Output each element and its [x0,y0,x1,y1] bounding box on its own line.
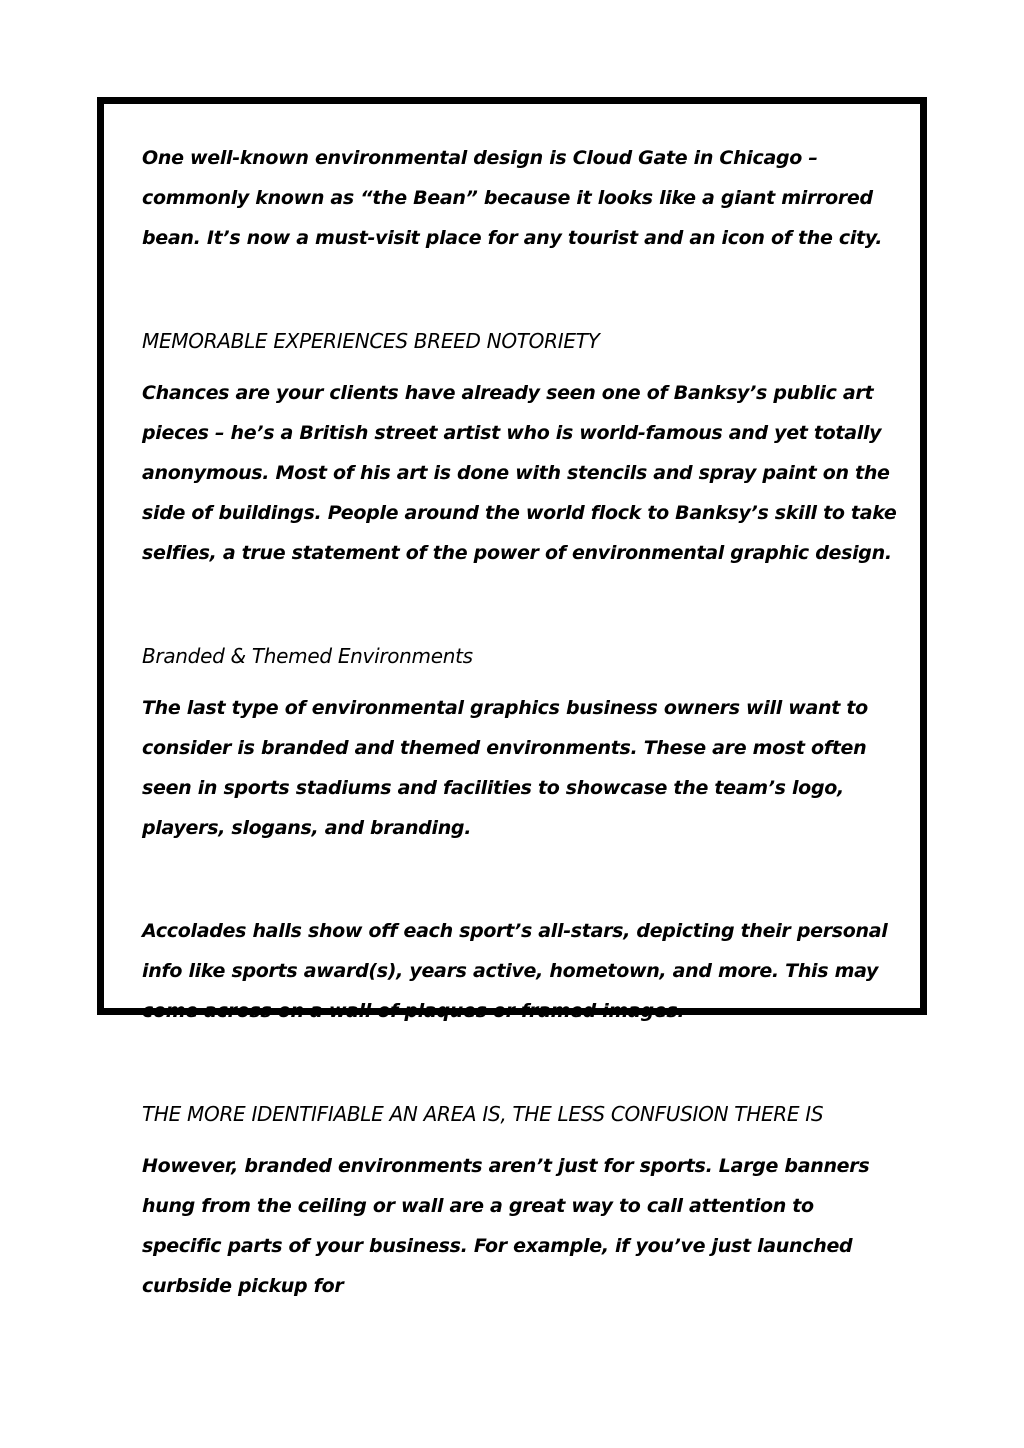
paragraph-accolades-halls: Accolades halls show off each sport’s all-stars, depicting their personal info like sports award(s), years active, hometown, and more. This may come across on a wall of plaques or framed images. [142,920,894,1022]
heading-branded-themed: Branded & Themed Environments [142,644,473,668]
heading-memorable-experiences: MEMORABLE EXPERIENCES BREED NOTORIETY [142,329,600,353]
paragraph-cloud-gate: One well-known environmental design is Cloud Gate in Chicago – commonly known as “the Bean” because it looks like a giant mirrored bean. It’s now a must-visit place for any tourist and an icon of the city. [142,147,883,249]
page-frame [97,97,927,1297]
document-body [142,138,903,1306]
paragraph-banners: However, branded environments aren’t just for sports. Large banners hung from the ceiling or wall are a great way to call attention to specific parts of your business. For example, if you’ve just launched curbside pickup for [142,1155,876,1297]
paragraph-branded-environments: The last type of environmental graphics business owners will want to consider is branded and themed environments. These are most often seen in sports stadiums and facilities to showcase the team’s logo, players, slogans, and branding. [142,697,875,839]
paragraph-banksy: Chances are your clients have already seen one of Banksy’s public art pieces – he’s a British street artist who is world-famous and yet totally anonymous. Most of his art is done with stencils and spray paint on the side of buildings. People around the world flock to Banksy’s skill to take selfies, a true statement of the power of environmental graphic design. [142,382,903,564]
heading-identifiable-area: THE MORE IDENTIFIABLE AN AREA IS, THE LESS CONFUSION THERE IS [142,1102,824,1126]
